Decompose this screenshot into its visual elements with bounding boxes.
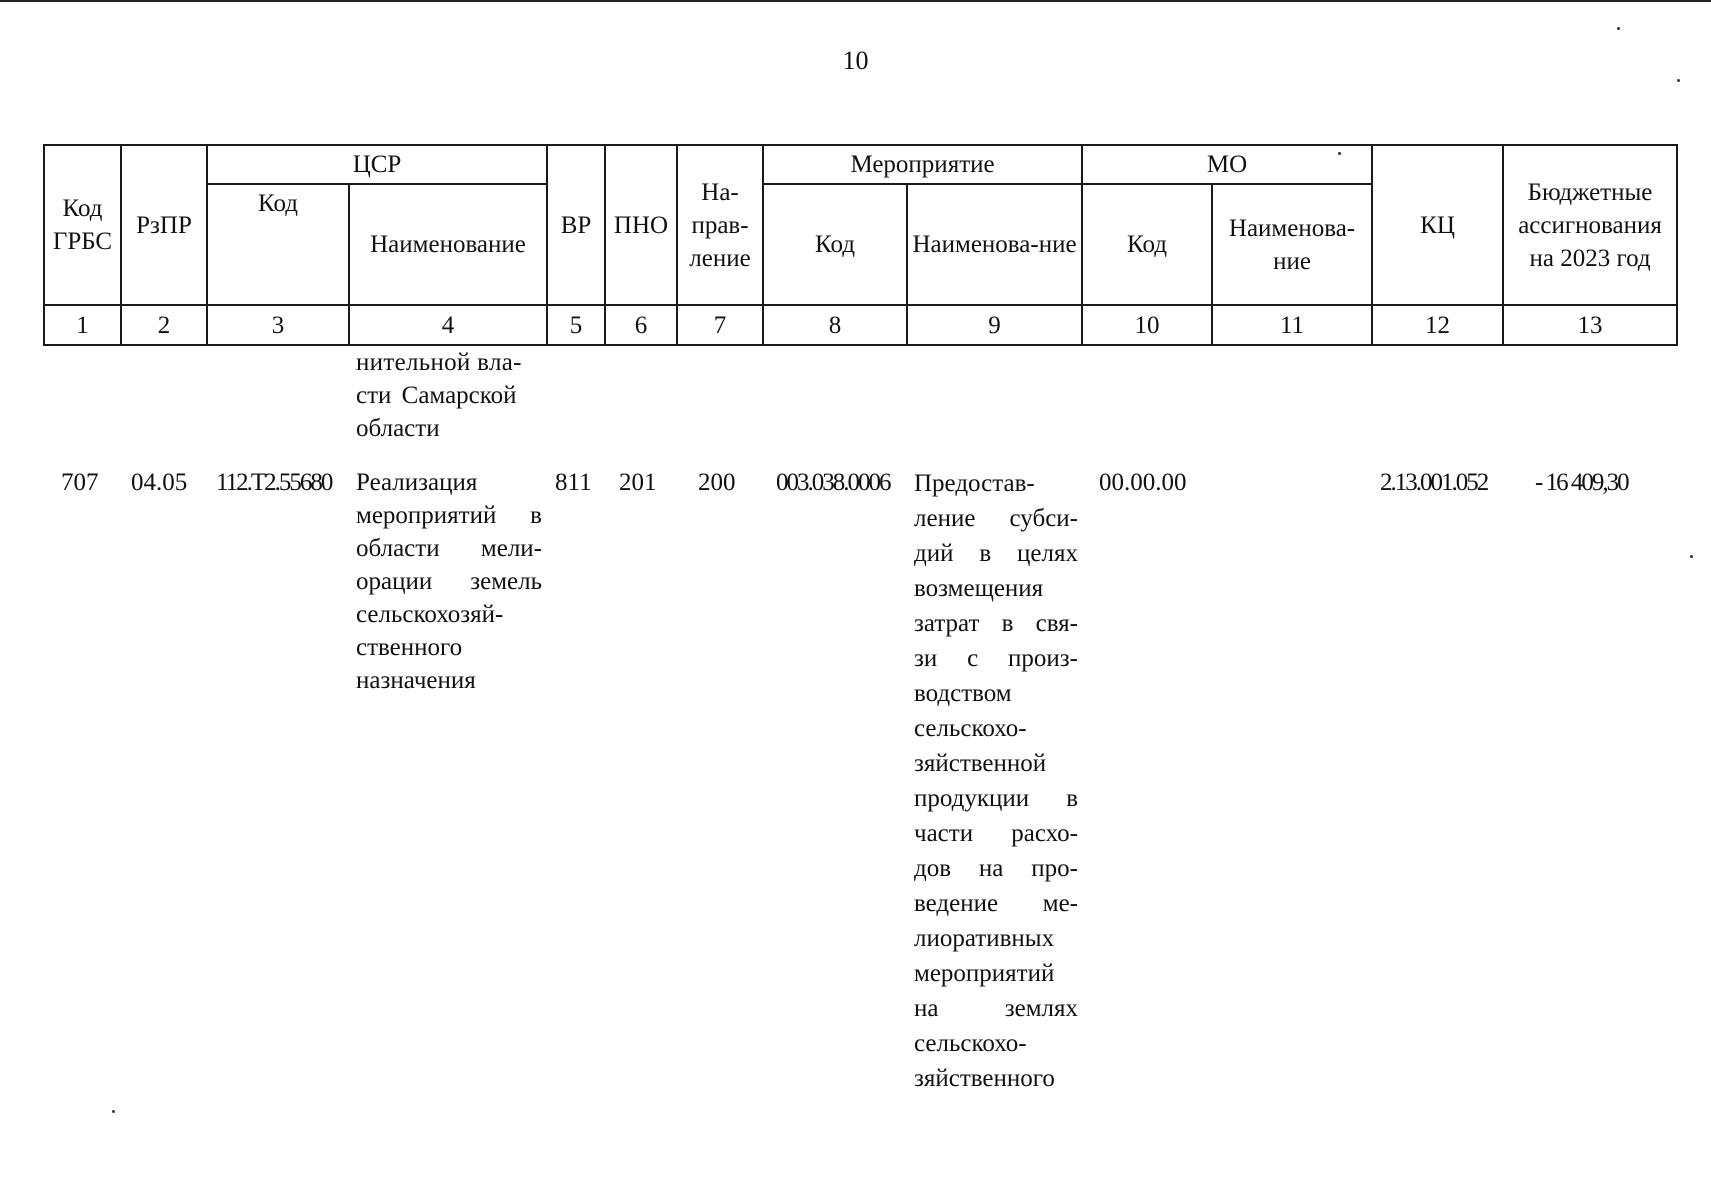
scan-speck xyxy=(112,1110,115,1113)
continued-line: сти Самарской xyxy=(356,382,517,409)
column-number: 12 xyxy=(1372,305,1503,345)
header-group-csr: ЦСР xyxy=(207,145,547,184)
header-event-code: Код xyxy=(763,184,907,305)
event-name-line: сельскохо- xyxy=(914,715,1027,742)
header-napravlenie: На-прав-ление xyxy=(677,145,763,305)
column-number: 3 xyxy=(207,305,349,345)
header-csr-name: Наименование xyxy=(349,184,547,305)
event-name-line: зи с произ- xyxy=(914,645,1078,672)
event-name-line: дов на про- xyxy=(914,855,1078,882)
header-pno: ПНО xyxy=(605,145,677,305)
scan-speck xyxy=(1677,79,1680,82)
row-budget: - 16 409,30 xyxy=(1535,469,1628,496)
header-group-mo: МО xyxy=(1082,145,1372,184)
row-rzpr: 04.05 xyxy=(131,469,188,496)
header-mo-name: Наименова-ние xyxy=(1212,184,1372,305)
continued-line: нительной вла- xyxy=(356,349,522,376)
csr-name-line: области мели- xyxy=(356,535,542,562)
continued-csr-name xyxy=(356,346,544,445)
page-number: 10 xyxy=(842,46,869,75)
row-csr-code: 112.Т2.55680 xyxy=(216,469,332,496)
event-name-line: продукции в xyxy=(914,785,1078,812)
continued-line: области xyxy=(356,415,440,442)
column-number: 11 xyxy=(1212,305,1372,345)
header-group-event: Мероприятие xyxy=(763,145,1082,184)
row-event-code: 003.038.0006 xyxy=(776,469,890,496)
csr-name-line: Реализация xyxy=(356,469,478,496)
scan-speck xyxy=(1617,27,1620,30)
event-name-line: части расхо- xyxy=(914,820,1078,847)
row-kod-grbs: 707 xyxy=(61,469,99,496)
event-name-line: водством xyxy=(914,680,1012,707)
event-name-line: на землях xyxy=(914,995,1078,1022)
scan-speck xyxy=(1338,152,1341,155)
header-csr-code: Код xyxy=(207,184,349,305)
row-napravlenie: 200 xyxy=(698,469,736,496)
row-vr: 811 xyxy=(555,469,592,496)
event-name-line: зяйственного xyxy=(914,1065,1055,1092)
header-event-name: Наименова-ние xyxy=(907,184,1082,305)
page-top-edge xyxy=(0,0,1711,2)
event-name-line: возмещения xyxy=(914,575,1044,602)
column-number: 8 xyxy=(763,305,907,345)
row-event-name xyxy=(914,466,1078,1096)
header-mo-code: Код xyxy=(1082,184,1212,305)
row-pno: 201 xyxy=(619,469,657,496)
row-csr-name xyxy=(356,466,542,697)
csr-name-line: орации земель xyxy=(356,568,542,595)
header-vr: ВР xyxy=(547,145,605,305)
csr-name-line: сельскохозяй- xyxy=(356,601,504,628)
event-name-line: дий в целях xyxy=(914,540,1078,567)
column-number: 13 xyxy=(1503,305,1677,345)
event-name-line: Предостав- xyxy=(914,470,1035,497)
column-number: 1 xyxy=(44,305,121,345)
header-rzpr: РзПР xyxy=(121,145,207,305)
header-budget: Бюджетные ассигнования на 2023 год xyxy=(1503,145,1677,305)
scan-speck xyxy=(1690,555,1693,558)
csr-name-line: ственного xyxy=(356,634,463,661)
header-kod-grbs: Код ГРБС xyxy=(44,145,121,305)
header-kc: КЦ xyxy=(1372,145,1503,305)
event-name-line: сельскохо- xyxy=(914,1030,1027,1057)
row-kc: 2.13.001.052 xyxy=(1380,469,1488,496)
column-number: 10 xyxy=(1082,305,1212,345)
column-number: 6 xyxy=(605,305,677,345)
event-name-line: ление субси- xyxy=(914,505,1078,532)
column-number: 4 xyxy=(349,305,547,345)
csr-name-line: назначения xyxy=(356,667,476,694)
event-name-line: зяйственной xyxy=(914,750,1047,777)
column-number: 7 xyxy=(677,305,763,345)
event-name-line: лиоративных xyxy=(914,925,1055,952)
event-name-line: мероприятий xyxy=(914,960,1055,987)
budget-table-header xyxy=(43,144,1678,346)
column-number: 9 xyxy=(907,305,1082,345)
row-mo-code: 00.00.00 xyxy=(1099,469,1187,496)
column-number: 2 xyxy=(121,305,207,345)
event-name-line: затрат в свя- xyxy=(914,610,1078,637)
column-number: 5 xyxy=(547,305,605,345)
csr-name-line: мероприятий в xyxy=(356,502,542,529)
event-name-line: ведение ме- xyxy=(914,890,1078,917)
